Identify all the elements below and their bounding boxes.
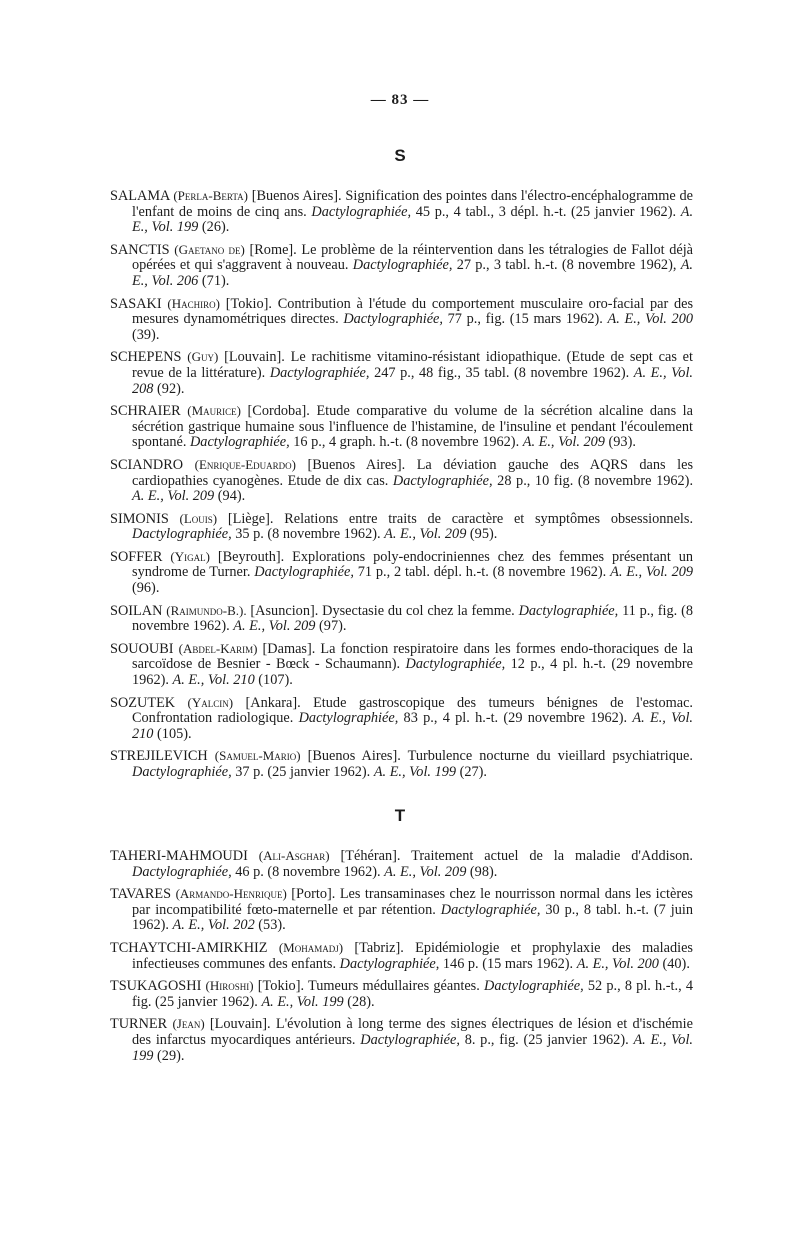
entry-city: [Tokio]. (257, 978, 305, 995)
entry-given: (Perla-Berta) (173, 188, 248, 203)
entry-title: Contribution à l'étude du comportement musculaire oro-facial par des mesures dynamométriques directes. (132, 295, 694, 328)
entry-name: SALAMA (110, 188, 170, 204)
entry-given: (Abdel-Karim) (178, 640, 258, 656)
entry-journal: A. E., Vol. 199 (373, 764, 457, 780)
entry-city: [Ankara]. (245, 694, 301, 711)
entry-thesis: Dactylographiée, (189, 434, 290, 451)
entry-ref: (98). (469, 863, 498, 880)
entry-thesis: Dactylographiée, (392, 472, 493, 489)
bibliography-entry (110, 695, 693, 743)
entry-given: (Hachiro) (167, 295, 220, 311)
bibliography-entry (110, 296, 693, 344)
entry-ref: (26). (201, 219, 230, 236)
entry-given: (Maurice) (187, 403, 241, 419)
entry-title: Etude gastroscopique des tumeurs bénignes de l'estomac. Confrontation radiologique. (132, 694, 693, 727)
entry-journal: A. E., Vol. 209 (233, 618, 316, 635)
entry-given: (Louis) (179, 510, 218, 526)
entry-journal: A. E., Vol. 209 (610, 564, 694, 581)
entry-details: 16 p., 4 graph. h.-t. (8 novembre 1962). (293, 434, 520, 451)
entry-ref: (29). (157, 1047, 185, 1064)
entry-name: SOUOUBI (110, 640, 174, 657)
entry-city: [Téhéran]. (340, 848, 401, 864)
entry-city: [Damas]. (262, 640, 316, 657)
entry-name: SOZUTEK (110, 694, 176, 711)
entry-city: [Rome]. (249, 241, 297, 258)
entry-name: SANCTIS (110, 241, 170, 258)
bibliography-entry (110, 748, 693, 780)
entry-name: SIMONIS (110, 510, 169, 527)
entry-name: TAHERI-MAHMOUDI (110, 848, 248, 864)
entry-title: Tumeurs médullaires géantes. (307, 978, 480, 995)
entry-title: Turbulence nocturne du vieillard psychiatrique. (407, 748, 693, 765)
entry-thesis: Dactylographiée, (339, 955, 440, 972)
entry-ref: (71). (201, 272, 230, 289)
entry-title: Relations entre traits de caractère et symptômes obsessionnels. (284, 510, 694, 527)
entry-city: [Asuncion]. (250, 602, 319, 619)
bibliography-entry (110, 457, 693, 505)
entry-journal: A. E., Vol. 200 (576, 955, 659, 972)
entry-details: 30 p., 8 tabl. h.-t. (7 juin 1962). (132, 901, 693, 934)
entry-city: [Tokio]. (225, 295, 272, 312)
entry-given: (Gaetano de) (174, 241, 245, 257)
entry-details: 83 p., 4 pl. h.-t. (29 novembre 1962). (403, 710, 628, 727)
entry-name: SOFFER (110, 548, 163, 565)
entry-thesis: Dactylographiée, (254, 564, 354, 581)
entry-city: [Buenos Aires]. (307, 748, 401, 765)
entry-title: Le rachitisme vitamino-résistant idiopathique. (Etude de sept cas et revue de la littérature). (132, 349, 693, 381)
bibliography-entry (110, 549, 693, 597)
entry-given: (Raimundo-B.). (166, 602, 247, 618)
page-number: — 83 — (370, 92, 430, 108)
entry-details: 35 p. (8 novembre 1962). (235, 526, 381, 543)
entry-city: [Louvain]. (224, 349, 285, 366)
entry-thesis: Dactylographiée, (132, 764, 232, 780)
entry-details: 27 p., 3 tabl. h.-t. (8 novembre 1962), (456, 257, 677, 274)
entry-name: STREJILEVICH (110, 748, 208, 765)
entry-given: (Ali-Asghar) (258, 848, 330, 863)
entry-title: Epidémiologie et prophylaxie des maladies infectieuses communes des enfants. (132, 939, 693, 972)
entry-details: 247 p., 48 fig., 35 tabl. (8 novembre 1962). (374, 364, 630, 381)
entry-journal: A. E., Vol. 208 (132, 364, 693, 397)
entry-title: Traitement actuel de la maladie d'Addison. (411, 848, 694, 864)
entry-thesis: Dactylographiée, (518, 602, 619, 619)
entry-thesis: Dactylographiée, (343, 311, 443, 328)
entry-journal: A. E., Vol. 199 (132, 1031, 693, 1064)
entry-title: Le problème de la réintervention dans les tétralogies de Fallot déjà opérées et qui s'aggravent à nouveau. (132, 241, 694, 274)
entry-given: (Guy) (187, 349, 219, 365)
entry-journal: A. E., Vol. 200 (607, 311, 694, 328)
entry-thesis: Dactylographiée, (360, 1031, 460, 1048)
entry-details: 146 p. (15 mars 1962). (442, 955, 574, 972)
entry-title: Signification des pointes dans l'électro-encéphalogramme de l'enfant de moins de cinq ans. (132, 188, 694, 220)
entry-name: TSUKAGOSHI (110, 978, 202, 995)
entry-ref: (40). (662, 955, 690, 972)
bibliography-entry (110, 349, 693, 397)
entry-name: TAVARES (110, 886, 172, 903)
bibliography-entry (110, 242, 693, 290)
entry-title: La fonction respiratoire dans les formes endo-thoraciques de la sarcoïdose de Besnier - Bœck - Schaumann). (132, 640, 693, 673)
entry-city: [Buenos Aires]. (251, 188, 342, 204)
bibliography-entry (110, 641, 693, 689)
entry-journal: A. E., Vol. 202 (172, 917, 255, 934)
entry-journal: A. E., Vol. 209 (522, 434, 605, 451)
entry-thesis: Dactylographiée, (311, 203, 412, 220)
entry-details: 46 p. (8 novembre 1962). (235, 863, 381, 880)
bibliography-entry (110, 188, 693, 236)
entry-city: [Cordoba]. (247, 403, 310, 420)
entry-thesis: Dactylographiée, (484, 978, 584, 995)
entry-journal: A. E., Vol. 199 (261, 993, 344, 1010)
entry-ref: (39). (132, 326, 160, 343)
section-letter-s: S (394, 146, 406, 165)
entry-details: 77 p., fig. (15 mars 1962). (447, 311, 603, 328)
entry-journal: A. E., Vol. 209 (132, 488, 215, 505)
entry-title: Explorations poly-endocriniennes chez des femmes présentant un syndrome de Turner. (132, 548, 694, 581)
entry-thesis: Dactylographiée, (352, 257, 453, 274)
entry-details: 71 p., 2 tabl. dépl. h.-t. (8 novembre 1962). (357, 564, 607, 581)
entry-title: La déviation gauche des AQRS dans les cardiopathies cyanogènes. Etude de dix cas. (132, 456, 694, 489)
entry-journal: A. E., Vol. 210 (172, 672, 255, 689)
entry-name: SOILAN (110, 602, 163, 619)
entry-given: (Armando-Henrique) (175, 886, 287, 902)
entry-name: SCHEPENS (110, 349, 182, 366)
bibliography-entry (110, 403, 693, 451)
entry-title: L'évolution à long terme des signes électriques de lésion et d'ischémie des infarctus myocardiques antérieurs. (132, 1016, 693, 1048)
entry-ref: (93). (608, 434, 636, 451)
entry-ref: (94). (217, 488, 246, 505)
bibliography-entry (110, 978, 693, 1010)
entry-ref: (107). (258, 672, 293, 689)
entry-thesis: Dactylographiée, (440, 901, 541, 918)
entry-details: 11 p., fig. (8 novembre 1962). (132, 602, 693, 635)
entry-given: (Samuel-Mario) (214, 748, 301, 764)
entry-title: Etude comparative du volume de la sécrétion alcaline dans la sécrétion gastrique humaine sous l'influence de l'histamine, de l'insuline et pendant l'écoulement spontané. (132, 403, 694, 451)
entry-given: (Hiroshi) (205, 978, 254, 994)
section-s-entries (110, 188, 693, 787)
entry-journal: A. E., Vol. 209 (384, 526, 467, 543)
entry-ref: (53). (258, 917, 286, 934)
entry-city: [Buenos Aires]. (307, 456, 406, 473)
entry-journal: A. E., Vol. 199 (132, 203, 694, 236)
entry-title: Les transaminases chez le nourrisson normal dans les ictères par incompatibilité fœto-maternelle et par rétention. (132, 886, 693, 918)
entry-journal: A. E., Vol. 209 (384, 863, 467, 880)
entry-name: SCIANDRO (110, 456, 184, 473)
entry-journal: A. E., Vol. 210 (132, 710, 693, 742)
bibliography-entry (110, 940, 693, 972)
entry-details: 45 p., 4 tabl., 3 dépl. h.-t. (25 janvier 1962). (415, 203, 677, 220)
entry-details: 12 p., 4 pl. h.-t. (29 novembre 1962). (132, 656, 694, 689)
entry-city: [Beyrouth]. (217, 548, 285, 565)
entry-city: [Liège]. (227, 510, 274, 527)
entry-ref: (96). (132, 580, 160, 597)
bibliography-entry (110, 511, 693, 543)
entry-details: 8. p., fig. (25 janvier 1962). (464, 1031, 629, 1048)
entry-city: [Tabriz]. (354, 939, 404, 956)
entry-name: TURNER (110, 1016, 168, 1033)
entry-given: (Mohamadj) (278, 939, 344, 955)
entry-ref: (28). (347, 993, 375, 1010)
entry-city: [Louvain]. (209, 1016, 271, 1033)
entry-given: (Jean) (172, 1016, 205, 1032)
entry-thesis: Dactylographiée, (405, 656, 506, 673)
entry-name: SASAKI (110, 295, 162, 312)
entry-ref: (97). (319, 618, 347, 635)
entry-given: (Yigal) (170, 548, 210, 564)
entry-thesis: Dactylographiée, (269, 364, 370, 381)
entry-details: 37 p. (25 janvier 1962). (235, 764, 371, 780)
entry-thesis: Dactylographiée, (298, 710, 399, 727)
entry-ref: (27). (459, 764, 487, 780)
entry-given: (Yalcin) (187, 694, 234, 710)
section-t-entries (110, 848, 693, 1070)
entry-ref: (105). (157, 725, 192, 742)
bibliography-entry (110, 1016, 693, 1064)
entry-name: TCHAYTCHI-AMIRKHIZ (110, 939, 268, 956)
entry-ref: (95). (469, 526, 498, 543)
entry-title: Dysectasie du col chez la femme. (322, 602, 515, 619)
bibliography-entry (110, 603, 693, 635)
entry-city: [Porto]. (291, 886, 336, 903)
entry-details: 28 p., 10 fig. (8 novembre 1962). (497, 472, 694, 489)
entry-journal: A. E., Vol. 206 (132, 257, 694, 289)
entry-given: (Enrique-Eduardo) (194, 456, 296, 472)
section-letter-t: T (394, 806, 406, 825)
entry-name: SCHRAIER (110, 403, 181, 420)
bibliography-entry (110, 886, 693, 934)
entry-ref: (92). (157, 380, 185, 397)
bibliography-entry (110, 848, 693, 880)
entry-thesis: Dactylographiée, (132, 863, 232, 880)
entry-thesis: Dactylographiée, (132, 526, 232, 543)
entry-details: 52 p., 8 pl. h.-t., 4 fig. (25 janvier 1962). (132, 978, 693, 1010)
